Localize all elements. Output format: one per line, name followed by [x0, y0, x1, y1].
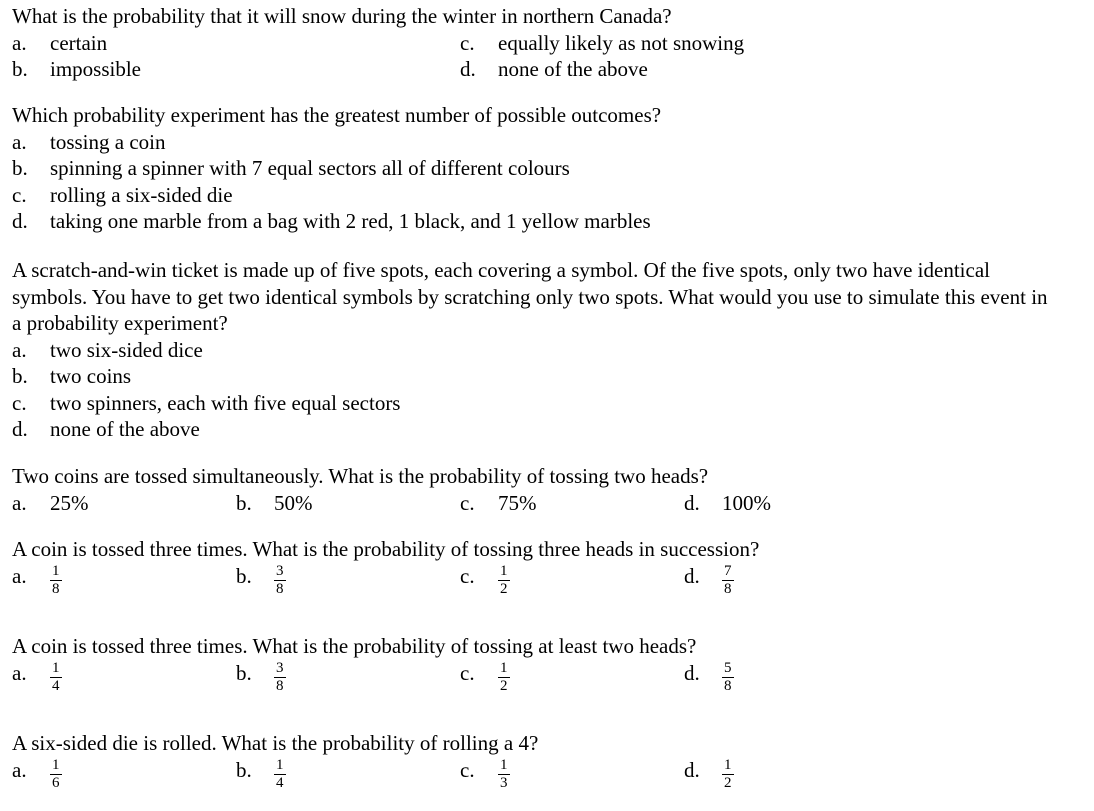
fraction: $\frac{1}{2}$ [500, 659, 508, 694]
options-row [12, 757, 1086, 797]
fraction: $\frac{1}{2}$ [500, 562, 508, 597]
question-5 [12, 536, 1086, 603]
option-a: a. $\frac{1}{6}$ [12, 756, 60, 791]
question-6 [12, 633, 1086, 700]
question-2 [12, 102, 1086, 235]
option-b: b. two coins [12, 364, 132, 388]
question-3 [12, 257, 1086, 443]
option-b: b. $\frac{3}{8}$ [236, 659, 284, 694]
options-row [12, 660, 1086, 700]
question-4 [12, 463, 1086, 516]
option-d: d. $\frac{5}{8}$ [684, 659, 732, 694]
option-c: c. $\frac{1}{3}$ [460, 756, 508, 791]
option-b: b. $\frac{3}{8}$ [236, 562, 284, 597]
question-stem: Which probability experiment has the greatest number of possible outcomes? [12, 103, 662, 127]
fraction: $\frac{1}{8}$ [52, 562, 60, 597]
option-a: a. 25% [12, 490, 89, 515]
option-a: a. tossing a coin [12, 129, 166, 154]
question-stem: Two coins are tossed simultaneously. What is the probability of tossing two heads? [12, 464, 709, 488]
fraction: $\frac{5}{8}$ [724, 659, 732, 694]
fraction: $\frac{1}{4}$ [52, 659, 60, 694]
fraction: $\frac{3}{8}$ [276, 562, 284, 597]
option-d: d. taking one marble from a bag with 2 red, 1 black, and 1 yellow marbles [12, 209, 651, 233]
fraction: $\frac{1}{6}$ [52, 756, 60, 791]
question-1 [12, 3, 1086, 83]
question-stem: A scratch-and-win ticket is made up of five spots, each covering a symbol. Of the five spots, only two have identical symbols. You have to get two identical symbols by scratching only two spots. What would you use to simulate this event in a probability experiment? [12, 258, 1048, 335]
options-row [12, 490, 1086, 517]
option-d: d. none of the above [12, 417, 200, 441]
option-c: c. $\frac{1}{2}$ [460, 562, 508, 597]
option-a: a. certain [12, 30, 108, 55]
option-c: c. two spinners, each with five equal sectors [12, 390, 401, 415]
option-b: b. impossible [12, 57, 142, 81]
options-row [12, 563, 1086, 603]
question-stem: A coin is tossed three times. What is the probability of tossing three heads in succession? [12, 537, 760, 561]
question-7 [12, 730, 1086, 797]
option-c: c. equally likely as not snowing [460, 30, 745, 55]
option-c: c. $\frac{1}{2}$ [460, 659, 508, 694]
option-a: a. two six-sided dice [12, 337, 203, 362]
option-c: c. rolling a six-sided die [12, 182, 233, 207]
options-row [12, 56, 1086, 83]
options-row [12, 30, 1086, 57]
question-stem: A coin is tossed three times. What is the probability of tossing at least two heads? [12, 634, 697, 658]
fraction: $\frac{1}{3}$ [500, 756, 508, 791]
option-b: b. $\frac{1}{4}$ [236, 756, 284, 791]
option-a: a. $\frac{1}{8}$ [12, 562, 60, 597]
option-d: d. 100% [684, 490, 771, 515]
option-d: d. $\frac{7}{8}$ [684, 562, 732, 597]
question-stem: A six-sided die is rolled. What is the probability of rolling a 4? [12, 731, 539, 755]
fraction: $\frac{1}{4}$ [276, 756, 284, 791]
question-stem: What is the probability that it will snow during the winter in northern Canada? [12, 4, 672, 28]
option-d: d. none of the above [460, 57, 648, 81]
fraction: $\frac{1}{2}$ [724, 756, 732, 791]
option-a: a. $\frac{1}{4}$ [12, 659, 60, 694]
fraction: $\frac{7}{8}$ [724, 562, 732, 597]
option-c: c. 75% [460, 490, 537, 515]
option-b: b. 50% [236, 490, 313, 515]
option-d: d. $\frac{1}{2}$ [684, 756, 732, 791]
option-b: b. spinning a spinner with 7 equal sectors all of different colours [12, 156, 570, 180]
fraction: $\frac{3}{8}$ [276, 659, 284, 694]
